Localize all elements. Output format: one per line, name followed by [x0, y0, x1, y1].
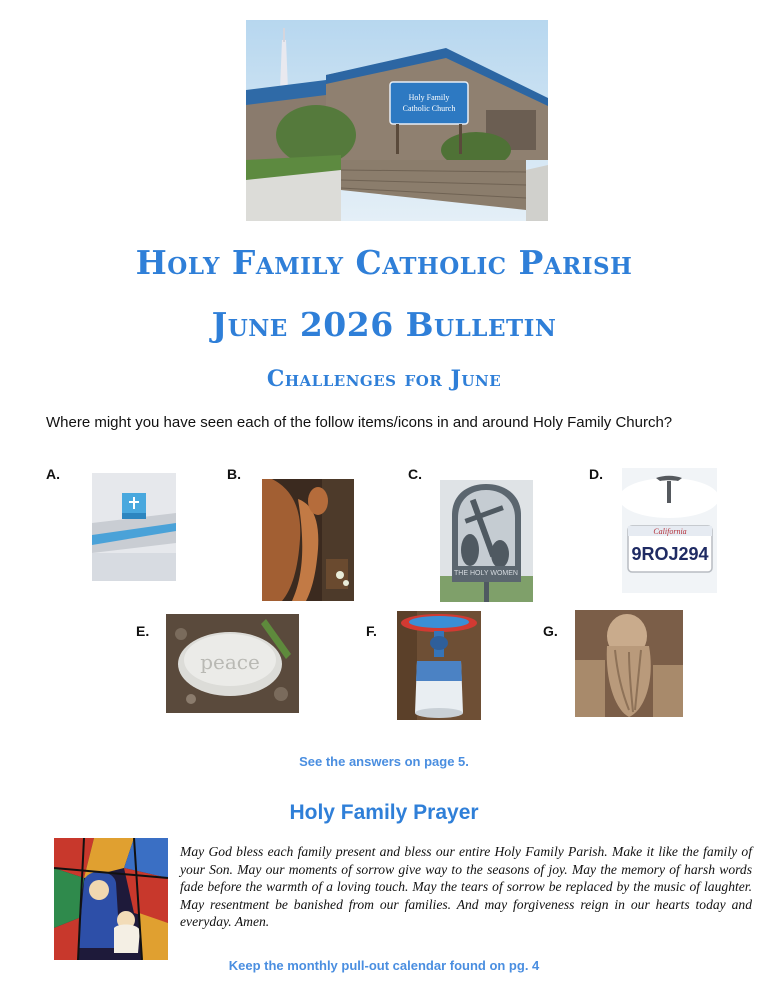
svg-text:California: California	[653, 527, 687, 536]
item-f-photo	[397, 611, 481, 720]
item-d-photo	[622, 468, 717, 593]
parish-title: Holy Family Catholic Parish	[135, 243, 633, 282]
item-g-label: G.	[543, 623, 558, 639]
prayer-text: May God bless each family present and bless our entire Holy Family Parish. Make it like the family of your Son. May our moments of sorrow give way to the seasons of joy. May the memory of harsh words fade before the warmth of a loving touch. May the tears of sorrow be replaced by the music of laughter. May resentment be banished from our families. And may forgiveness reign in our hearts today and everyday. Amen.	[180, 844, 752, 930]
item-f-label: F.	[366, 623, 377, 639]
sign-text-2: Catholic Church	[402, 104, 456, 113]
item-d-plate-text: 9ROJ294	[631, 544, 709, 564]
item-g-photo	[575, 610, 683, 717]
challenges-subtitle: Challenges for June	[266, 366, 502, 392]
item-c-label: C.	[408, 466, 422, 482]
item-e-label: E.	[136, 623, 150, 639]
item-d-label: D.	[589, 466, 603, 482]
challenge-question: Where might you have seen each of the follow items/icons in and around Holy Family Church?	[46, 414, 673, 431]
item-b-label: B.	[227, 466, 241, 482]
item-b-photo	[262, 479, 354, 601]
item-c-sign-text: THE HOLY WOMEN	[454, 570, 518, 577]
church-photo	[246, 20, 548, 221]
item-e-photo	[166, 614, 299, 713]
answers-note: See the answers on page 5.	[299, 754, 469, 769]
prayer-title: Holy Family Prayer	[289, 801, 479, 824]
sign-text-1: Holy Family	[408, 93, 450, 102]
stained-glass-image	[54, 838, 168, 960]
item-c-photo	[440, 480, 533, 602]
item-e-stone-text: peace	[200, 650, 260, 674]
bulletin-title: June 2026 Bulletin	[211, 305, 557, 344]
calendar-note: Keep the monthly pull-out calendar found on pg. 4	[228, 958, 540, 973]
item-a-photo	[92, 473, 176, 581]
item-a-label: A.	[46, 466, 60, 482]
